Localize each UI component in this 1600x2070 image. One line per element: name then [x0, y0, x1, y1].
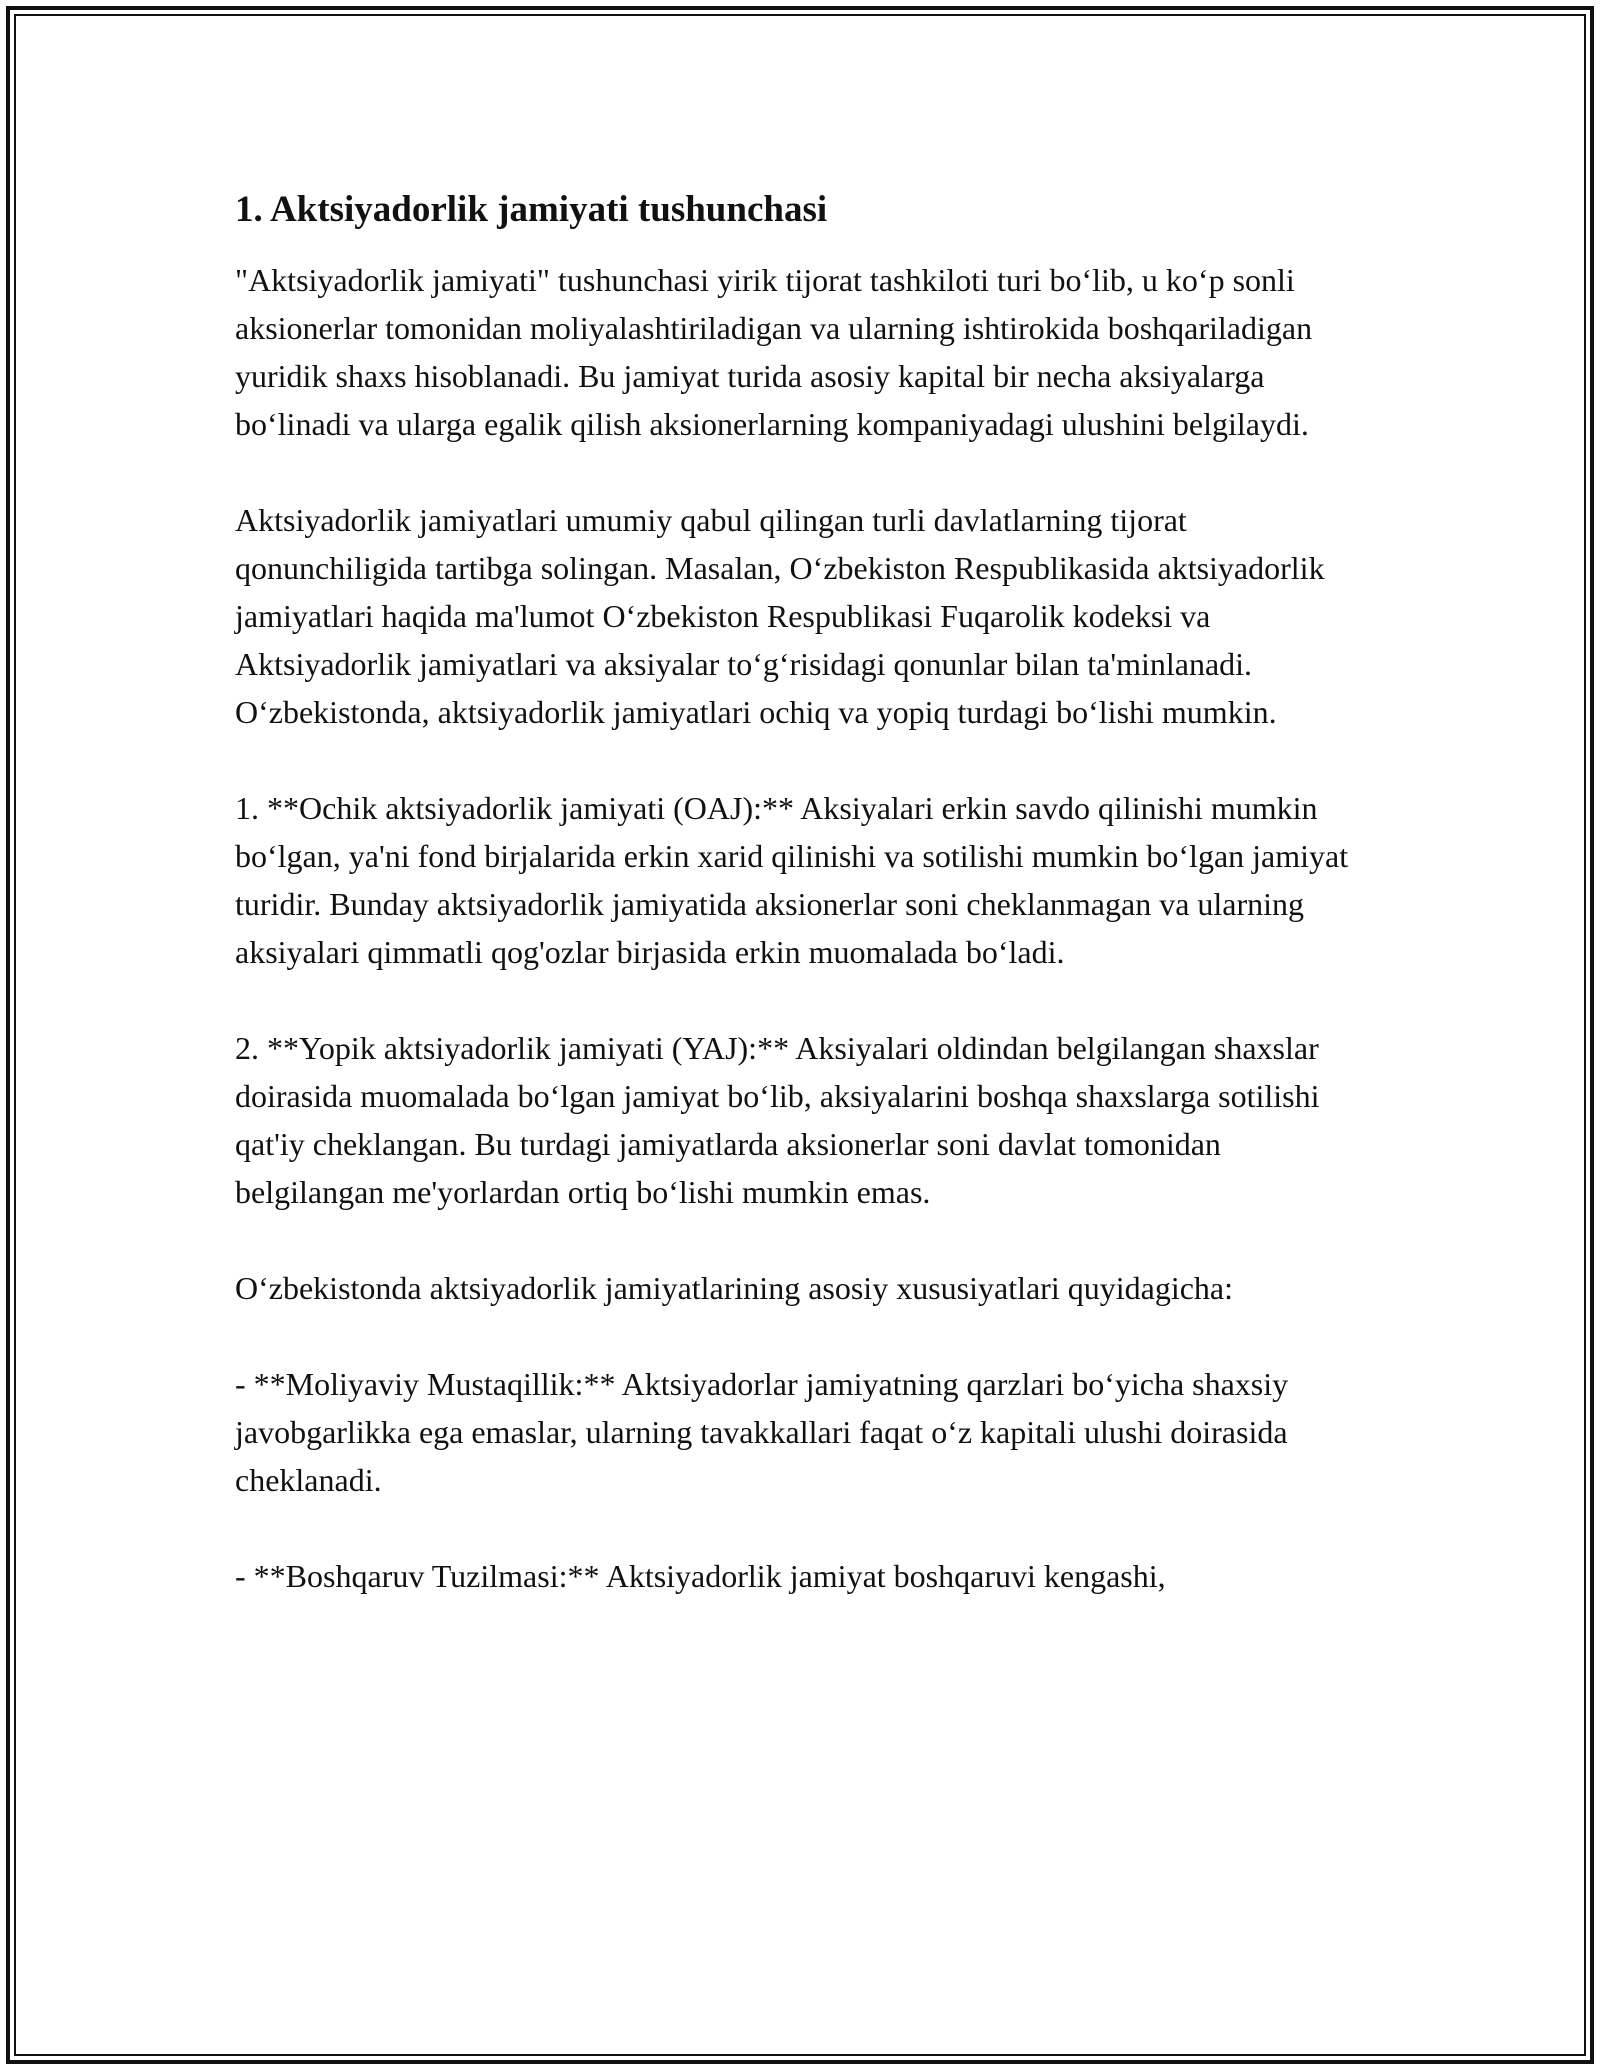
paragraph-features-intro: O‘zbekistonda aktsiyadorlik jamiyatlarining asosiy xususiyatlari quyidagicha: [235, 1270, 1233, 1306]
paragraph-financial-independence: - **Moliyaviy Mustaqillik:** Aktsiyadorlar jamiyatning qarzlari bo‘yicha shaxsiy javobgarlikka ega emaslar, ularning tavakkallari faqat o‘z kapitali ulushi doirasida cheklanadi. [235, 1366, 1289, 1498]
paragraph-legislation: Aktsiyadorlik jamiyatlari umumiy qabul qilingan turli davlatlarning tijorat qonunchiligida tartibga solingan. Masalan, O‘zbekiston Respublikasida aktsiyadorlik jamiyatlari haqida ma'lumot O‘zbekiston Respublikasi Fuqarolik kodeksi va Aktsiyadorlik jamiyatlari va aksiyalar to‘g‘risidagi qonunlar bilan ta'minlanadi. O‘zbekistonda, aktsiyadorlik jamiyatlari ochiq va yopiq turdagi bo‘lishi mumkin. [235, 502, 1325, 730]
section-heading: 1. Aktsiyadorlik jamiyati tushunchasi [235, 189, 828, 230]
document-body [235, 186, 1365, 1648]
paragraph-management-structure: - **Boshqaruv Tuzilmasi:** Aktsiyadorlik jamiyat boshqaruvi kengashi, [235, 1558, 1166, 1594]
paragraph-closed-jsc: 2. **Yopik aktsiyadorlik jamiyati (YAJ):** Aksiyalari oldindan belgilangan shaxslar doirasida muomalada bo‘lgan jamiyat bo‘lib, aksiyalarini boshqa shaxslarga sotilishi qat'iy cheklangan. Bu turdagi jamiyatlarda aksionerlar soni davlat tomonidan belgilangan me'yorlardan ortiq bo‘lishi mumkin emas. [235, 1030, 1320, 1210]
paragraph-open-jsc: 1. **Ochik aktsiyadorlik jamiyati (OAJ):** Aksiyalari erkin savdo qilinishi mumkin bo‘lgan, ya'ni fond birjalarida erkin xarid qilinishi va sotilishi mumkin bo‘lgan jamiyat turidir. Bunday aktsiyadorlik jamiyatida aksionerlar soni cheklanmagan va ularning aksiyalari qimmatli qog'ozlar birjasida erkin muomalada bo‘ladi. [235, 790, 1349, 970]
paragraph-definition: "Aktsiyadorlik jamiyati" tushunchasi yirik tijorat tashkiloti turi bo‘lib, u ko‘p sonli aksionerlar tomonidan moliyalashtiriladigan va ularning ishtirokida boshqariladigan yuridik shaxs hisoblanadi. Bu jamiyat turida asosiy kapital bir necha aksiyalarga bo‘linadi va ularga egalik qilish aksionerlarning kompaniyadagi ulushini belgilaydi. [235, 262, 1313, 442]
